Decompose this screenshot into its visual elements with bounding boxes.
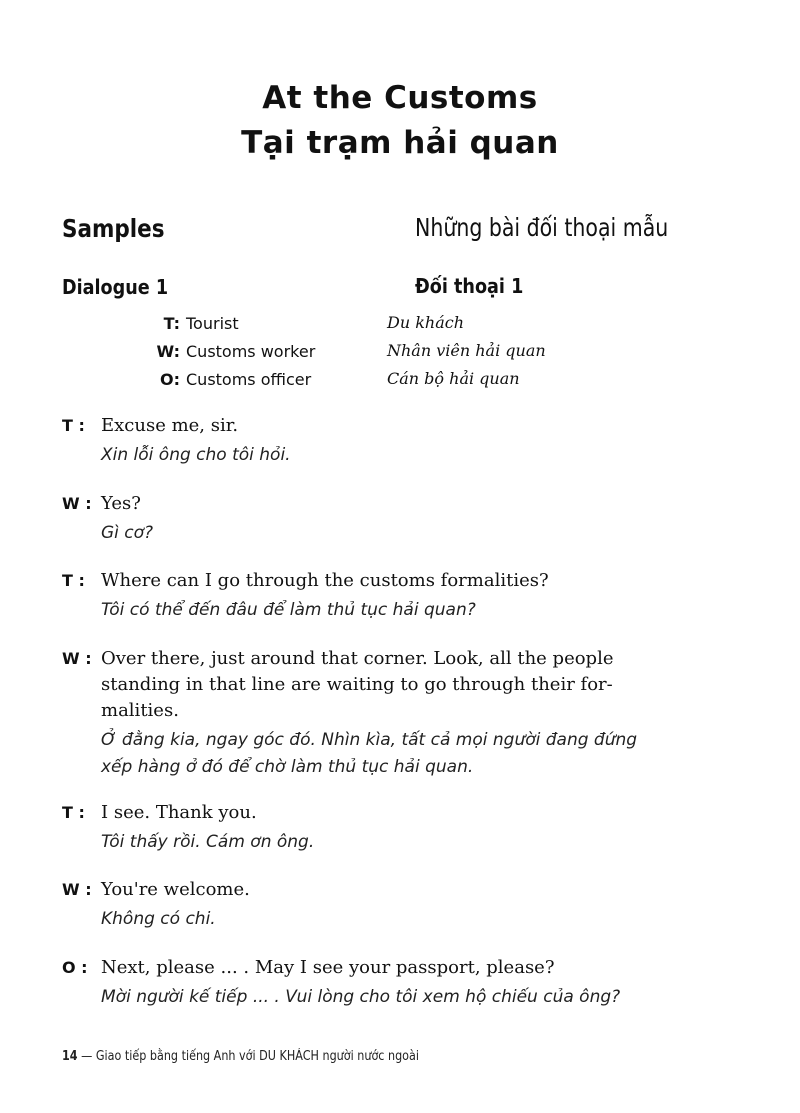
character-name: Customs worker (186, 342, 316, 361)
character-code: W: (156, 342, 180, 361)
dialogue-line-en: You're welcome. (101, 879, 250, 900)
dialogue-line-vi: Không có chi. (101, 909, 216, 929)
dialogue-line-en: malities. (101, 700, 179, 721)
speaker-label: O : (62, 958, 88, 977)
samples-heading-vi: Những bài đối thoại mẫu (415, 213, 669, 242)
page-footer (62, 1049, 419, 1064)
speaker-label: T : (62, 416, 85, 435)
dialogue-line-vi: Tôi thấy rồi. Cám ơn ông. (101, 832, 315, 852)
dialogue-line-en: standing in that line are waiting to go through their for- (101, 674, 613, 695)
character-name-vi: Cán bộ hải quan (387, 369, 520, 388)
speaker-label: W : (62, 649, 92, 668)
speaker-label: W : (62, 880, 92, 899)
dialogue-line-vi: Mời người kế tiếp ... . Vui lòng cho tôi xem hộ chiếu của ông? (101, 987, 621, 1007)
page-title-vietnamese: Tại trạm hải quan (241, 125, 559, 161)
character-name-vi: Du khách (387, 313, 465, 332)
page-number: 14 (62, 1049, 78, 1064)
dialogue-line-vi: Gì cơ? (101, 523, 154, 543)
speaker-label: T : (62, 803, 85, 822)
speaker-label: T : (62, 571, 85, 590)
dialogue-line-en: Over there, just around that corner. Look, all the people (101, 648, 614, 669)
dialogue-heading-vi: Đối thoại 1 (415, 274, 524, 298)
footer-text-after: người nước ngoài (322, 1049, 419, 1064)
character-name-vi: Nhân viên hải quan (387, 341, 546, 360)
speaker-label: W : (62, 494, 92, 513)
dialogue-line-en: Yes? (101, 493, 141, 514)
dialogue-heading-en: Dialogue 1 (62, 275, 169, 299)
dialogue-line-vi: Ở đằng kia, ngay góc đó. Nhìn kìa, tất cả mọi người đang đứng (101, 730, 638, 750)
dialogue-line-en: Next, please ... . May I see your passport, please? (101, 957, 555, 978)
character-name: Customs officer (186, 370, 312, 389)
dialogue-line-en: Excuse me, sir. (101, 415, 239, 436)
dialogue-line-en: Where can I go through the customs formalities? (101, 570, 549, 591)
character-code: T: (163, 314, 180, 333)
footer-text-bold: DU KHÁCH (259, 1049, 319, 1064)
character-code: O: (160, 370, 180, 389)
footer-separator: — (81, 1049, 93, 1064)
dialogue-line-vi: Tôi có thể đến đâu để làm thủ tục hải quan? (101, 600, 476, 620)
dialogue-line-vi: xếp hàng ở đó để chờ làm thủ tục hải quan. (101, 757, 474, 777)
dialogue-line-en: I see. Thank you. (101, 802, 257, 823)
footer-text-before: Giao tiếp bằng tiếng Anh với (95, 1049, 256, 1064)
character-name: Tourist (186, 314, 239, 333)
dialogue-line-vi: Xin lỗi ông cho tôi hỏi. (101, 445, 291, 465)
samples-heading-en: Samples (62, 214, 165, 243)
page-title-english: At the Customs (262, 80, 538, 116)
